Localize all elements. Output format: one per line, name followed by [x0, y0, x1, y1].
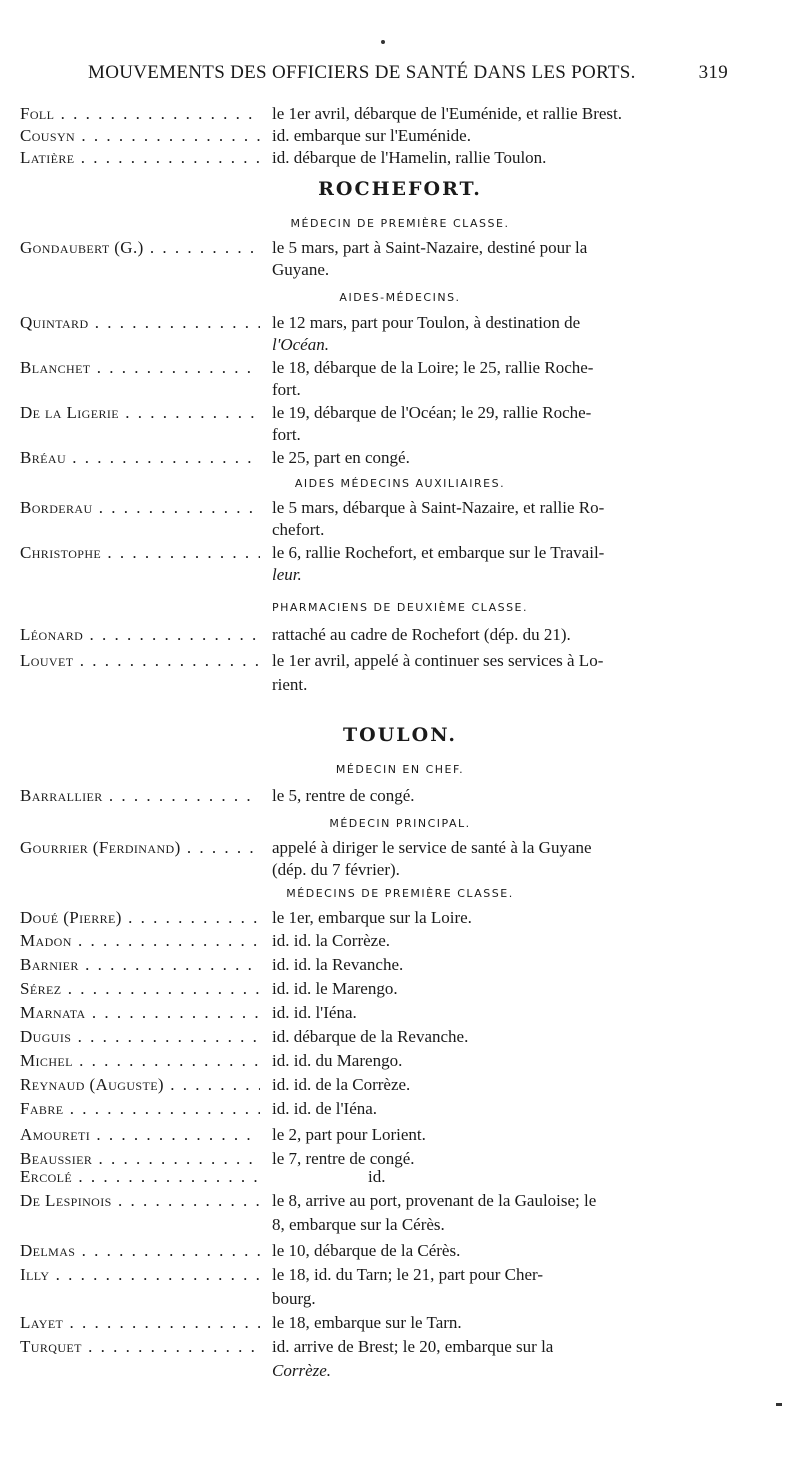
section-title-toulon: TOULON. [343, 724, 457, 746]
officer-name: Latière . . . [20, 147, 260, 169]
movement-text: bourg. [272, 1289, 316, 1308]
movement-text: le 6, rallie Rochefort, et embarque sur le Travail- [272, 543, 605, 562]
movement-text: le 1er, embarque sur la Loire. [272, 908, 472, 927]
officer-name: Duguis . . . [20, 1026, 260, 1048]
movement-text: fort. [272, 425, 301, 444]
rank-heading: PHARMACIENS DE DEUXIÈME CLASSE. [271, 601, 529, 614]
rank-heading: MÉDECINS DE PREMIÈRE CLASSE. [286, 887, 514, 900]
movement-text: id. débarque de l'Hamelin, rallie Toulon. [272, 148, 547, 167]
movement-text: le 12 mars, part pour Toulon, à destination de [272, 313, 581, 332]
ink-dot [381, 40, 385, 44]
rank-heading: MÉDECIN EN CHEF. [335, 763, 465, 776]
movement-text: le 1er avril, appelé à continuer ses services à Lo- [272, 651, 604, 670]
movement-text: id. id. de la Corrèze. [272, 1075, 411, 1094]
officer-name: Foll . . . [20, 103, 260, 125]
rank-heading: AIDES MÉDECINS AUXILIAIRES. [294, 477, 506, 490]
movement-text: rattaché au cadre de Rochefort (dép. du 21). [272, 625, 571, 644]
page-number: 319 [698, 62, 728, 83]
officer-name: Illy . . . [20, 1264, 260, 1286]
officer-name: Christophe . . . [20, 542, 260, 564]
movement-text: id. id. la Corrèze. [272, 931, 391, 950]
movement-text: appelé à diriger le service de santé à la Guyane [272, 838, 592, 857]
officer-name: Louvet . . . [20, 650, 260, 672]
officer-name: Barnier . . . [20, 954, 260, 976]
movement-text: id. [368, 1167, 386, 1186]
officer-name: Cousyn . . . [20, 125, 260, 147]
officer-name: Michel . . . [20, 1050, 260, 1072]
movement-text: le 8, arrive au port, provenant de la Gauloise; le [272, 1191, 597, 1210]
movement-text: le 25, part en congé. [272, 448, 410, 467]
movement-text: fort. [272, 380, 301, 399]
movement-text: leur. [272, 565, 302, 584]
movement-text: id. débarque de la Revanche. [272, 1027, 469, 1046]
page-header-title: MOUVEMENTS DES OFFICIERS DE SANTÉ DANS LES PORTS. [88, 62, 636, 83]
officer-name: Barrallier . . . [20, 785, 260, 807]
movement-text: le 18, embarque sur le Tarn. [272, 1313, 462, 1332]
movement-text: le 7, rentre de congé. [272, 1149, 415, 1168]
rank-heading: MÉDECIN DE PREMIÈRE CLASSE. [290, 217, 510, 230]
ink-mark [776, 1403, 782, 1406]
movement-text: id. id. du Marengo. [272, 1051, 403, 1070]
movement-text: chefort. [272, 520, 325, 539]
officer-name: Gondaubert (G.) . . . [20, 237, 260, 259]
officer-name: Ercolé . . . [20, 1166, 260, 1188]
officer-name: Beaussier . . . [20, 1148, 260, 1170]
movement-text: Guyane. [272, 260, 330, 279]
movement-text: (dép. du 7 février). [272, 860, 400, 879]
section-title-rochefort: ROCHEFORT. [318, 178, 482, 200]
running-header [88, 62, 728, 88]
officer-name: Gourrier (Ferdinand) . . . [20, 837, 260, 859]
movement-text: le 19, débarque de l'Océan; le 29, rallie Roche- [272, 403, 592, 422]
officer-name: Marnata . . . [20, 1002, 260, 1024]
movement-text: id. id. le Marengo. [272, 979, 398, 998]
movement-text: le 5 mars, débarque à Saint-Nazaire, et rallie Ro- [272, 498, 605, 517]
officer-name: Sérez . . . [20, 978, 260, 1000]
officer-name: De Lespinois . . . [20, 1190, 260, 1212]
movement-text: Corrèze. [272, 1361, 332, 1380]
movement-text: le 2, part pour Lorient. [272, 1125, 426, 1144]
officer-name: Fabre . . . [20, 1098, 260, 1120]
rank-heading: MÉDECIN PRINCIPAL. [329, 817, 471, 830]
officer-name: Doué (Pierre) . . . [20, 907, 260, 929]
movement-text: le 5, rentre de congé. [272, 786, 415, 805]
officer-name: Madon . . . [20, 930, 260, 952]
rank-heading: AIDES-MÉDECINS. [339, 291, 461, 304]
movement-text: le 18, id. du Tarn; le 21, part pour Cher- [272, 1265, 544, 1284]
movement-text: le 18, débarque de la Loire; le 25, rallie Roche- [272, 358, 594, 377]
movement-text: le 1er avril, débarque de l'Euménide, et rallie Brest. [272, 104, 623, 123]
movement-text: id. id. la Revanche. [272, 955, 404, 974]
officer-name: Layet . . . [20, 1312, 260, 1334]
movement-text: rient. [272, 675, 308, 694]
officer-name: Léonard . . . [20, 624, 260, 646]
officer-name: De la Ligerie . . . [20, 402, 260, 424]
movement-text: id. id. de l'Iéna. [272, 1099, 378, 1118]
officer-name: Quintard . . . [20, 312, 260, 334]
movement-text: le 5 mars, part à Saint-Nazaire, destiné pour la [272, 238, 588, 257]
movement-text: id. embarque sur l'Euménide. [272, 126, 471, 145]
officer-name: Amoureti . . . [20, 1124, 260, 1146]
officer-name: Bréau . . . [20, 447, 260, 469]
officer-name: Blanchet . . . [20, 357, 260, 379]
movement-text: le 10, débarque de la Cérès. [272, 1241, 461, 1260]
officer-name: Borderau . . . [20, 497, 260, 519]
movement-text: id. arrive de Brest; le 20, embarque sur la [272, 1337, 554, 1356]
officer-name: Delmas . . . [20, 1240, 260, 1262]
movement-text: id. id. l'Iéna. [272, 1003, 357, 1022]
movement-text: 8, embarque sur la Cérès. [272, 1215, 445, 1234]
movement-text: l'Océan. [272, 335, 329, 354]
officer-name: Reynaud (Auguste) . . . [20, 1074, 260, 1096]
officer-name: Turquet . . . [20, 1336, 260, 1358]
